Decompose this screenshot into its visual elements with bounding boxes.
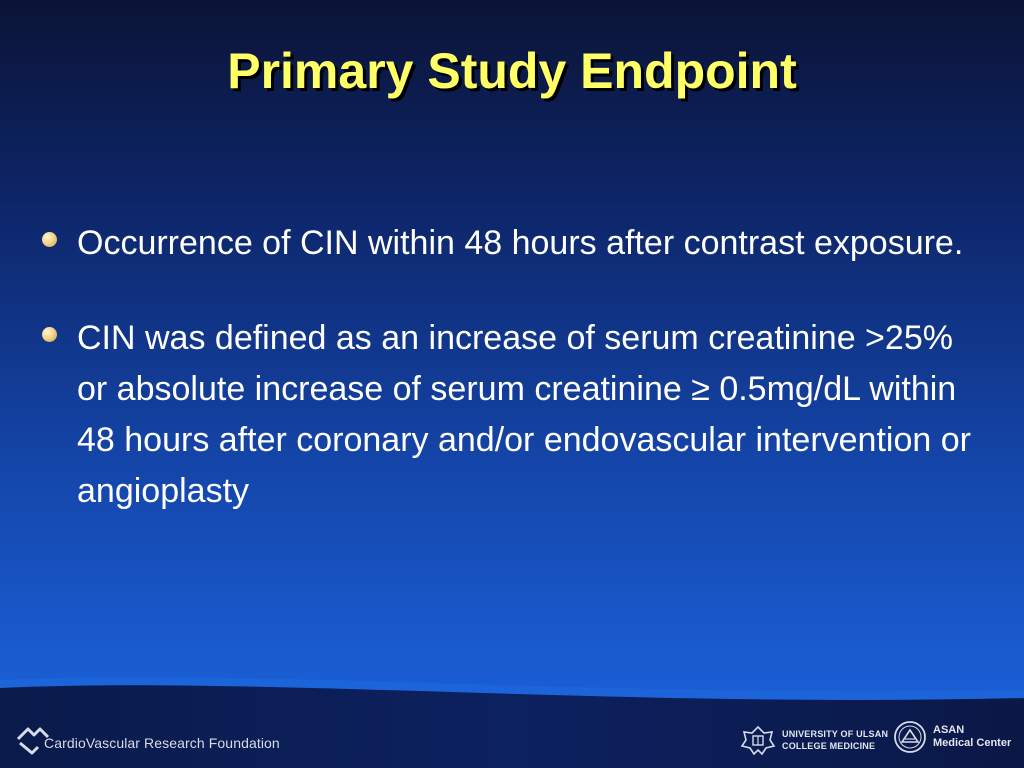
bullet-dot-icon [42, 232, 57, 247]
asan-line-1: ASAN [933, 724, 965, 736]
bullet-dot-icon [42, 327, 57, 342]
slide-title: Primary Study Endpoint [227, 43, 797, 99]
bullet-item-2 [40, 313, 980, 517]
ulsan-logo [740, 724, 888, 756]
asan-line-2: Medical Center [933, 737, 1012, 749]
ulsan-logo-text [782, 728, 888, 752]
cvrf-logo [14, 723, 280, 757]
bullet-list [40, 218, 980, 561]
bullet-item-1 [40, 218, 980, 269]
asan-logo [893, 720, 1011, 754]
ulsan-line-1: UNIVERSITY OF ULSAN [782, 729, 889, 739]
ulsan-line-2: COLLEGE MEDICINE [782, 741, 876, 751]
asan-emblem-icon [893, 720, 927, 754]
ulsan-emblem-icon [740, 724, 776, 756]
cvrf-logo-text: CardioVascular Research Foundation [44, 735, 280, 751]
asan-logo-text [933, 724, 1011, 750]
bullet-text: CIN was defined as an increase of serum creatinine >25% or absolute increase of serum creatinine ≥ 0.5mg/dL within 48 hours after coronary and/or endovascular intervention or angioplasty [77, 319, 971, 510]
bullet-text: Occurrence of CIN within 48 hours after contrast exposure. [77, 224, 964, 262]
